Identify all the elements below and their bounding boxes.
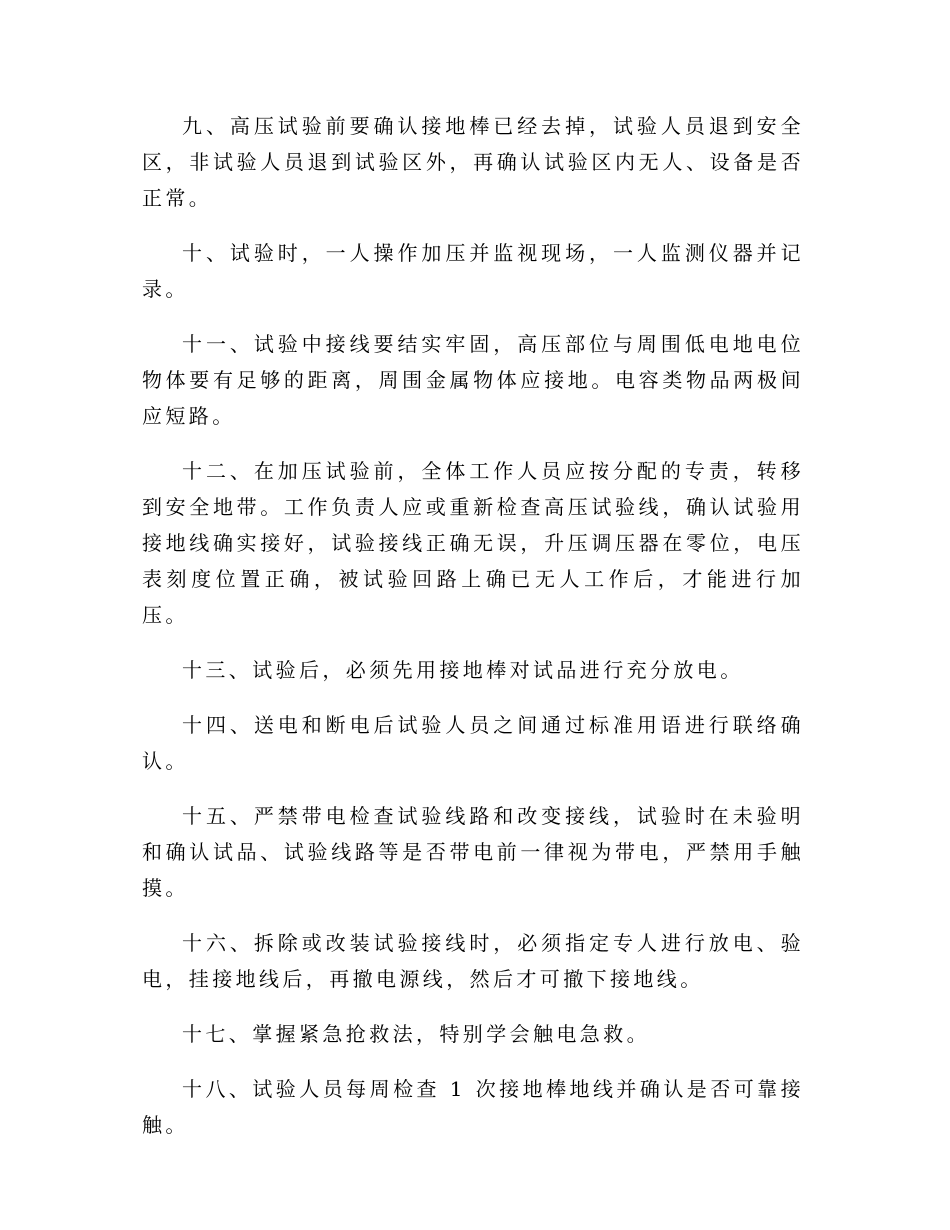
rule-paragraph-18: 十八、试验人员每周检查 1 次接地棒地线并确认是否可靠接触。 (142, 1077, 804, 1137)
rule-paragraph-14: 十四、送电和断电后试验人员之间通过标准用语进行联络确认。 (142, 713, 804, 773)
rule-paragraph-16: 十六、拆除或改装试验接线时，必须指定专人进行放电、验电，挂接地线后，再撤电源线，然后才可撤下接地线。 (142, 931, 804, 991)
rule-paragraph-13: 十三、试验后，必须先用接地棒对试品进行充分放电。 (182, 658, 744, 682)
document-body (142, 108, 804, 1162)
rule-paragraph-11: 十一、试验中接线要结实牢固，高压部位与周围低电地电位物体要有足够的距离，周围金属物体应接地。电容类物品两极间应短路。 (142, 332, 804, 428)
rule-paragraph-10: 十、试验时，一人操作加压并监视现场，一人监测仪器并记录。 (142, 241, 804, 301)
rule-paragraph-15: 十五、严禁带电检查试验线路和改变接线，试验时在未验明和确认试品、试验线路等是否带电前一律视为带电，严禁用手触摸。 (142, 804, 804, 900)
rule-paragraph-9: 九、高压试验前要确认接地棒已经去掉，试验人员退到安全区，非试验人员退到试验区外，再确认试验区内无人、设备是否正常。 (142, 114, 804, 210)
rule-paragraph-17: 十七、掌握紧急抢救法，特别学会触电急救。 (182, 1022, 650, 1046)
rule-paragraph-12: 十二、在加压试验前，全体工作人员应按分配的专责，转移到安全地带。工作负责人应或重新检查高压试验线，确认试验用接地线确实接好，试验接线正确无误，升压调压器在零位，电压表刻度位置正确，被试验回路上确已无人工作后，才能进行加压。 (142, 459, 804, 627)
